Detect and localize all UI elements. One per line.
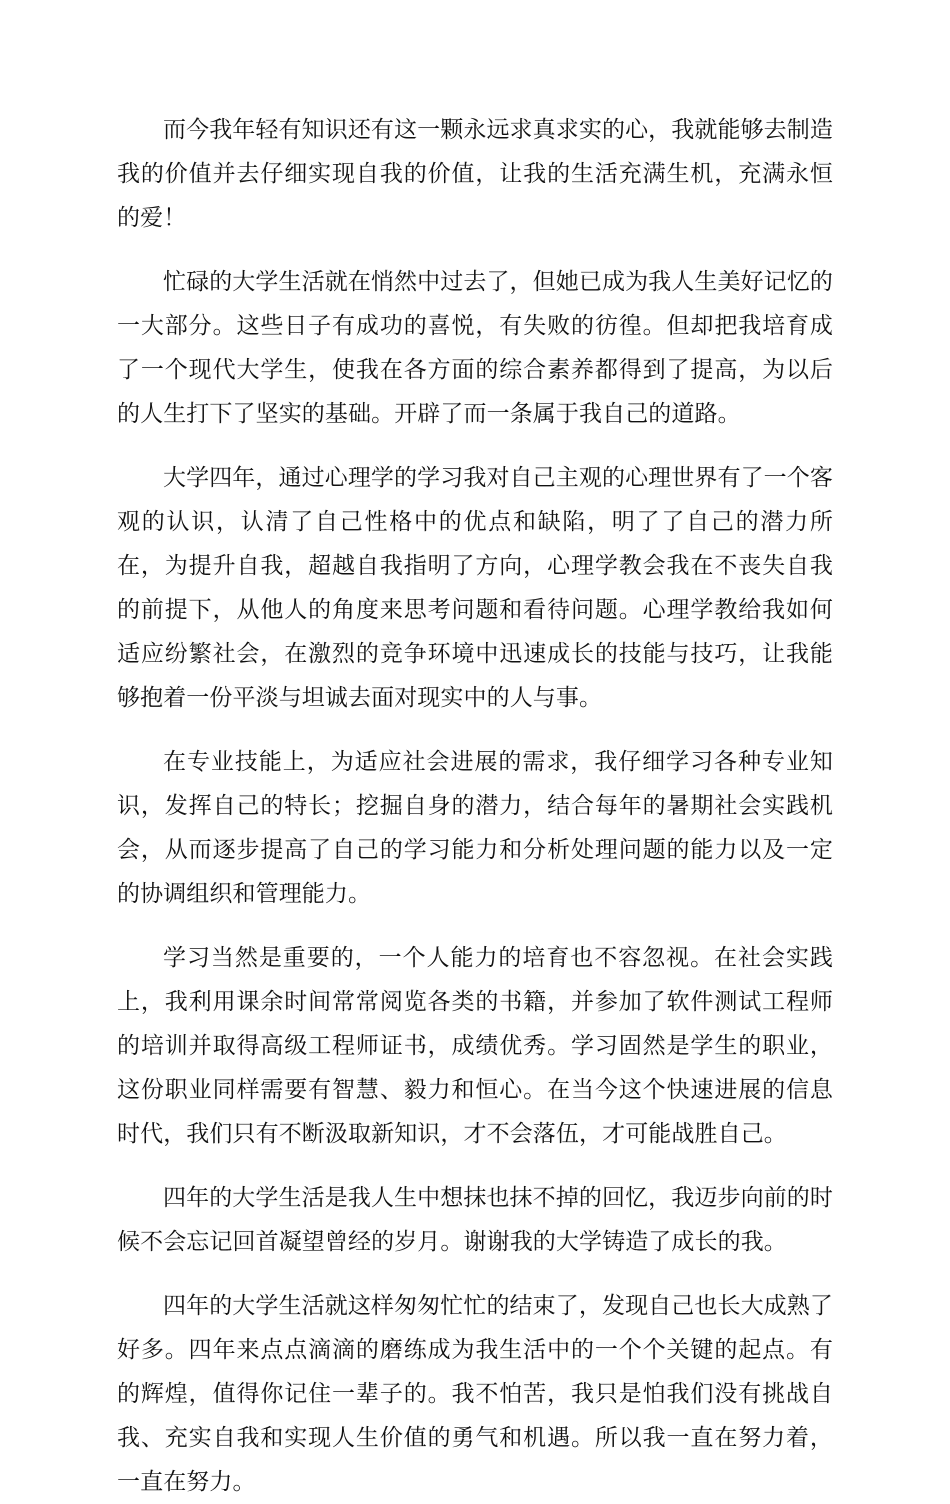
paragraph-6: 四年的大学生活是我人生中想抹也抹不掉的回忆，我迈步向前的时候不会忘记回首凝望曾经的岁月。谢谢我的大学铸造了成长的我。 (117, 1185, 833, 1255)
paragraph-4: 在专业技能上，为适应社会进展的需求，我仔细学习各种专业知识，发挥自己的特长；挖掘自身的潜力，结合每年的暑期社会实践机会，从而逐步提高了自己的学习能力和分析处理问题的能力以及一定的协调组织和管理能力。 (117, 749, 833, 907)
paragraph-2: 忙碌的大学生活就在悄然中过去了，但她已成为我人生美好记忆的一大部分。这些日子有成功的喜悦，有失败的彷徨。但却把我培育成了一个现代大学生，使我在各方面的综合素养都得到了提高，为以后的人生打下了坚实的基础。开辟了而一条属于我自己的道路。 (117, 269, 833, 427)
document-body (117, 108, 833, 1504)
paragraph-3: 大学四年，通过心理学的学习我对自己主观的心理世界有了一个客观的认识，认清了自己性格中的优点和缺陷，明了了自己的潜力所在，为提升自我，超越自我指明了方向，心理学教会我在不丧失自我的前提下，从他人的角度来思考问题和看待问题。心理学教给我如何适应纷繁社会，在激烈的竞争环境中迅速成长的技能与技巧，让我能够抱着一份平淡与坦诚去面对现实中的人与事。 (117, 465, 833, 711)
paragraph-1: 而今我年轻有知识还有这一颗永远求真求实的心，我就能够去制造我的价值并去仔细实现自我的价值，让我的生活充满生机，充满永恒的爱！ (117, 117, 833, 231)
paragraph-5: 学习当然是重要的，一个人能力的培育也不容忽视。在社会实践上，我利用课余时间常常阅览各类的书籍，并参加了软件测试工程师的培训并取得高级工程师证书，成绩优秀。学习固然是学生的职业，这份职业同样需要有智慧、毅力和恒心。在当今这个快速进展的信息时代，我们只有不断汲取新知识，才不会落伍，才可能战胜自己。 (117, 945, 833, 1147)
paragraph-7: 四年的大学生活就这样匆匆忙忙的结束了，发现自己也长大成熟了好多。四年来点点滴滴的磨练成为我生活中的一个个关键的起点。有的辉煌，值得你记住一辈子的。我不怕苦，我只是怕我们没有挑战自我、充实自我和实现人生价值的勇气和机遇。所以我一直在努力着，一直在努力。 (117, 1293, 833, 1495)
